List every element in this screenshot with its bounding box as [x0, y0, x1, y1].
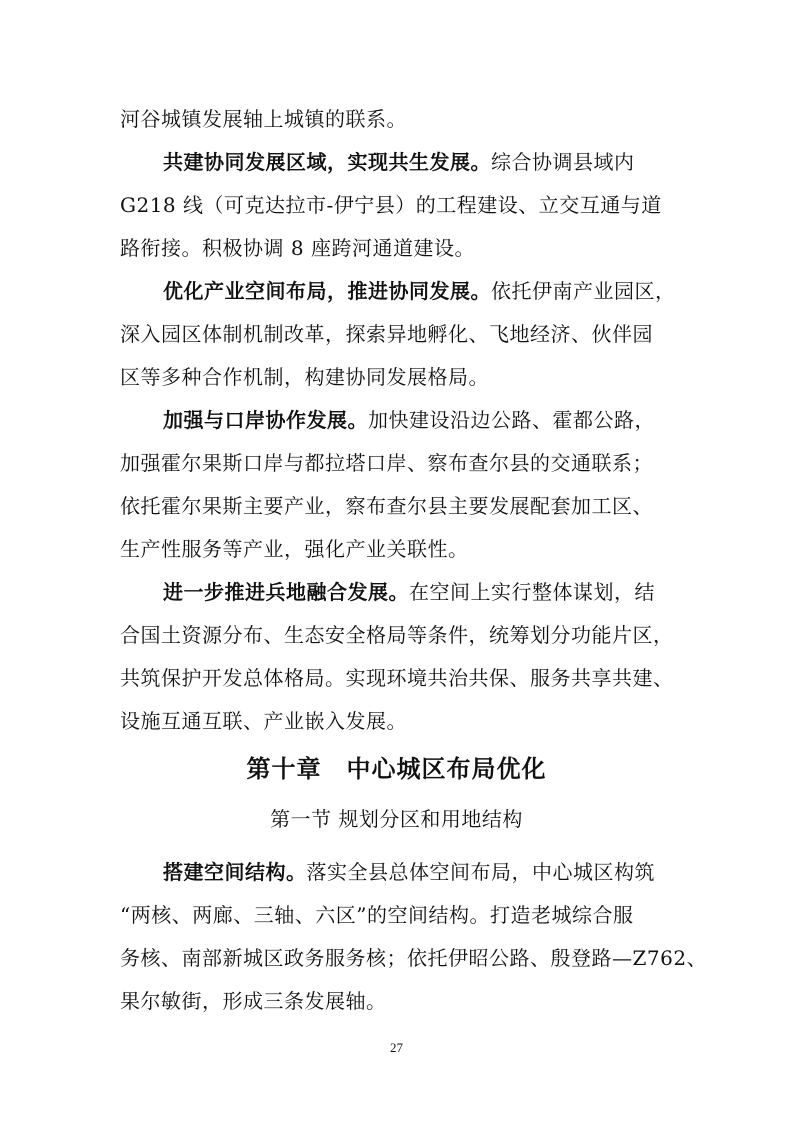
- paragraph-lead: 共建协同发展区域，实现共生发展。: [163, 150, 491, 174]
- paragraph-line: [163, 580, 676, 604]
- page-number: 27: [390, 1040, 403, 1055]
- paragraph-line: [163, 279, 676, 303]
- paragraph-text: 落实全县总体空间布局，中心城区构筑: [306, 860, 655, 884]
- paragraph-text: 在空间上实行整体谋划，结: [409, 580, 655, 604]
- paragraph-line: G218 线（可克达拉市-伊宁县）的工程建设、立交互通与道: [120, 193, 662, 217]
- paragraph-line: 河谷城镇发展轴上城镇的联系。: [120, 107, 407, 131]
- paragraph-text: 加快建设沿边公路、霍都公路，: [368, 408, 655, 432]
- paragraph-line: 路衔接。积极协调 8 座跨河通道建设。: [120, 236, 475, 260]
- paragraph-line: 合国土资源分布、生态安全格局等条件，统筹划分功能片区，: [120, 623, 674, 647]
- chapter-title: 第十章 中心城区布局优化: [246, 755, 547, 783]
- paragraph-lead: 搭建空间结构。: [163, 860, 307, 884]
- paragraph-text: 依托伊南产业园区，: [491, 279, 676, 303]
- paragraph-text: 综合协调县域内: [491, 150, 635, 174]
- paragraph-line: 深入园区体制机制改革，探索异地孵化、飞地经济、伙伴园: [120, 322, 653, 346]
- paragraph-line: 生产性服务等产业，强化产业关联性。: [120, 537, 469, 561]
- paragraph-line: [163, 408, 676, 432]
- paragraph-line: 共筑保护开发总体格局。实现环境共治共保、服务共享共建、: [120, 666, 674, 690]
- paragraph-lead: 加强与口岸协作发展。: [163, 408, 368, 432]
- paragraph-line: [163, 150, 676, 174]
- paragraph-lead: 优化产业空间布局，推进协同发展。: [163, 279, 491, 303]
- paragraph-line: 依托霍尔果斯主要产业，察布查尔县主要发展配套加工区、: [120, 494, 653, 518]
- paragraph-line: 务核、南部新城区政务服务核；依托伊昭公路、殷登路—Z762、: [120, 946, 708, 970]
- paragraph-line: 加强霍尔果斯口岸与都拉塔口岸、察布查尔县的交通联系；: [120, 451, 653, 475]
- paragraph-line: “两核、两廊、三轴、六区”的空间结构。打造老城综合服: [120, 903, 634, 927]
- paragraph-line: 设施互通互联、产业嵌入发展。: [120, 709, 407, 733]
- paragraph-line: 区等多种合作机制，构建协同发展格局。: [120, 365, 489, 389]
- paragraph-line: [163, 860, 676, 884]
- paragraph-line: 果尔敏街，形成三条发展轴。: [120, 989, 387, 1013]
- section-title: 第一节 规划分区和用地结构: [270, 807, 523, 831]
- paragraph-lead: 进一步推进兵地融合发展。: [163, 580, 409, 604]
